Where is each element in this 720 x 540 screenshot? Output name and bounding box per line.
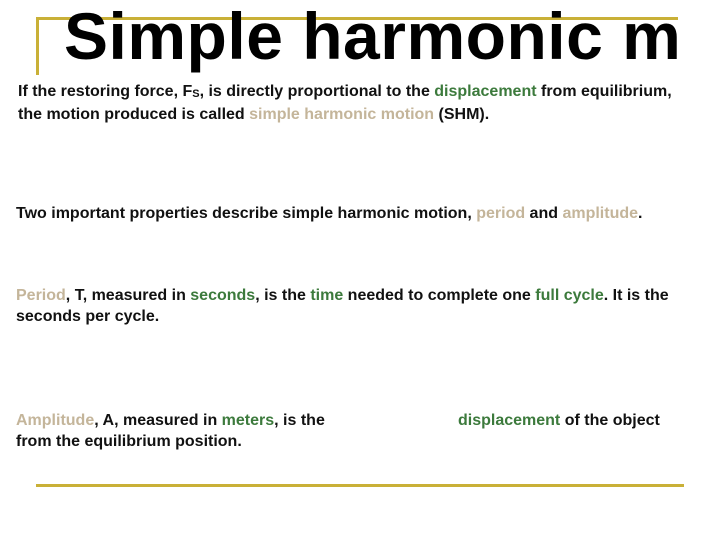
term-seconds: seconds [190, 287, 256, 304]
term-meters: meters [221, 412, 275, 429]
paragraph-amplitude: Amplitude, A, measured in meters, is the from the equilibrium position. [16, 412, 325, 450]
term-period: period [476, 205, 526, 222]
paragraph-period: Period, T, measured in seconds, is the time needed to complete one full cycle. It is the seconds per cycle. [16, 287, 669, 325]
paragraph-amplitude-displacement: displacement of the object [458, 412, 660, 429]
slide-title: Simple harmonic m [64, 0, 682, 73]
term-shm: simple harmonic motion [249, 106, 435, 123]
left-accent-line [36, 17, 39, 75]
term-amplitude: amplitude [562, 205, 639, 222]
term-amplitude-heading: Amplitude [16, 412, 95, 429]
bottom-accent-line [36, 484, 684, 487]
paragraph-restoring-force: If the restoring force, $F_S$, is directly proportional to the displacement from equilibrium, the motion produced is called simple harmonic motion (SHM). [18, 83, 672, 123]
term-displacement-2: displacement [458, 412, 561, 429]
term-time: time [310, 287, 344, 304]
term-full-cycle: full cycle [535, 287, 604, 304]
paragraph-properties: Two important properties describe simple harmonic motion, period and amplitude. [16, 205, 643, 222]
term-displacement: displacement [434, 83, 537, 100]
term-period-heading: Period [16, 287, 66, 304]
